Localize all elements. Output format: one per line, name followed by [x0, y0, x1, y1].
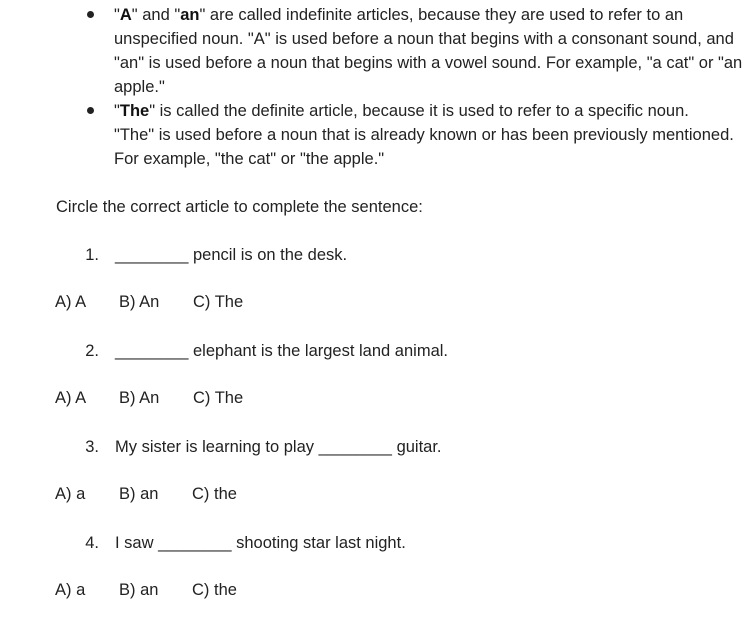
question-number: 1.: [85, 246, 99, 264]
bullet-icon: [87, 107, 94, 114]
bullet-2-line-2: "The" is used before a noun that is already known or has been previously mentioned.: [114, 126, 734, 144]
question-text: I saw ________ shooting star last night.: [115, 534, 406, 552]
option-b[interactable]: B) An: [119, 389, 160, 407]
option-c[interactable]: C) The: [193, 389, 244, 407]
option-b[interactable]: B) an: [119, 485, 159, 503]
option-c[interactable]: C) the: [192, 485, 237, 503]
bullet-2-line-1: "The" is called the definite article, because it is used to refer to a specific noun.: [114, 102, 689, 120]
question-text: My sister is learning to play ________ guitar.: [115, 438, 442, 456]
option-a[interactable]: A) A: [55, 293, 87, 311]
bullet-1-line-3: "an" is used before a noun that begins with a vowel sound. For example, "a cat" or "an: [114, 54, 742, 72]
bullet-1-line-4: apple.": [114, 78, 165, 96]
option-c[interactable]: C) The: [193, 293, 244, 311]
question-number: 2.: [85, 342, 99, 360]
bullet-2-line-3: For example, "the cat" or "the apple.": [114, 150, 385, 168]
option-b[interactable]: B) An: [119, 293, 160, 311]
option-b[interactable]: B) an: [119, 581, 159, 599]
question-text: ________ pencil is on the desk.: [115, 246, 348, 264]
bullet-1-line-1: "A" and "an" are called indefinite articles, because they are used to refer to an: [114, 6, 684, 24]
bullet-icon: [87, 11, 94, 18]
bullet-1-line-2: unspecified noun. "A" is used before a noun that begins with a consonant sound, and: [114, 30, 734, 48]
option-a[interactable]: A) a: [55, 581, 86, 599]
instruction-text: Circle the correct article to complete the sentence:: [56, 198, 423, 216]
option-c[interactable]: C) the: [192, 581, 237, 599]
question-number: 4.: [85, 534, 99, 552]
question-number: 3.: [85, 438, 99, 456]
option-a[interactable]: A) A: [55, 389, 87, 407]
question-text: ________ elephant is the largest land animal.: [115, 342, 448, 360]
option-a[interactable]: A) a: [55, 485, 86, 503]
